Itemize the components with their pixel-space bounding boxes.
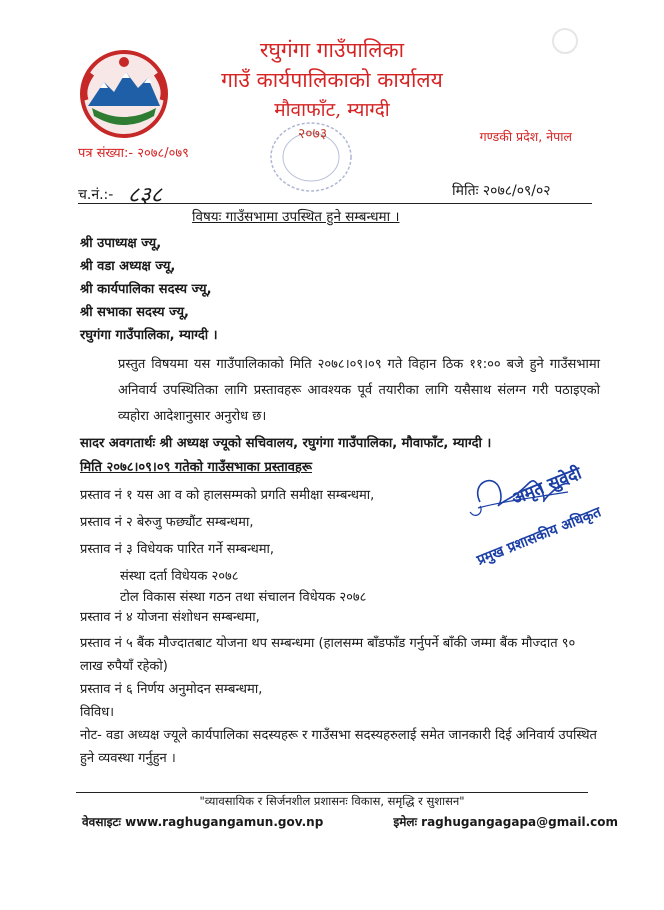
org-name: रघुगंगा गाउँपालिका — [259, 38, 405, 62]
proposals-heading: मिति २०७८।०९।०९ गतेको गाउँसभाका प्रस्तावहरू — [80, 460, 312, 475]
signatory-name: अमृत सुवेदी — [509, 463, 585, 510]
note-line: नोट- वडा अध्यक्ष ज्यूले कार्यपालिका सदस्यहरू र गाउँसभा सदस्यहरुलाई समेत जानकारी दिई अनिवार्य उपस्थित — [80, 728, 597, 743]
letter-date: मितिः २०७८/०९/०२ — [452, 183, 551, 199]
addressee: श्री उपाध्यक्ष ज्यू, — [80, 236, 162, 251]
footer-divider — [76, 792, 588, 793]
addressee: श्री सभाका सदस्य ज्यू, — [80, 305, 189, 320]
proposal-item: प्रस्ताव नं ५ बैंक मौज्दातबाट योजना थप सम्बन्धमा (हालसम्म बाँडफाँड गर्नुपर्ने बाँकी जम्मा बैंक मौज्दात ९० — [80, 636, 576, 651]
proposal-subitem: संस्था दर्ता विधेयक २०७८ — [120, 569, 239, 584]
proposal-item: प्रस्ताव नं ३ विधेयक पारित गर्ने सम्बन्धमा, — [80, 542, 275, 557]
stamp-year: २०७३ — [298, 126, 328, 142]
footer-email: इमेलः raghugangagapa@gmail.com — [393, 815, 618, 829]
province-label: गण्डकी प्रदेश, नेपाल — [479, 129, 572, 144]
proposal-item: प्रस्ताव नं २ बेरुजु फछ्यौंट सम्बन्धमा, — [80, 515, 254, 530]
addressee: श्री कार्यपालिका सदस्य ज्यू, — [80, 282, 212, 297]
dispatch-value: ८३८ — [127, 183, 163, 208]
office-name: गाउँ कार्यपालिकाको कार्यालय — [221, 68, 443, 92]
header-divider — [78, 203, 592, 204]
proposal-item: प्रस्ताव नं ४ योजना संशोधन सम्बन्धमा, — [80, 610, 260, 625]
proposal-item: विविध। — [80, 705, 115, 720]
proposal-item-continued: लाख रुपैयाँ रहेको) — [80, 659, 168, 674]
addressee: श्री वडा अध्यक्ष ज्यू, — [80, 259, 176, 274]
body-paragraph — [80, 352, 600, 430]
footer-website: वेवसाइटः www.raghugangamun.gov.np — [82, 815, 324, 829]
addressee: रघुगंगा गाउँपालिका, म्याग्दी । — [80, 328, 218, 343]
letter-subject: विषयः गाउँसभामा उपस्थित हुने सम्बन्धमा । — [192, 209, 400, 225]
proposal-item: प्रस्ताव नं ६ निर्णय अनुमोदन सम्बन्धमा, — [80, 682, 263, 697]
proposal-item: प्रस्ताव नं १ यस आ व को हालसम्मको प्रगति समीक्षा सम्बन्धमा, — [80, 488, 375, 503]
signatory-title: प्रमुख प्रशासकीय अधिकृत — [474, 504, 604, 569]
footer-motto: "व्यावसायिक र सिर्जनशील प्रशासनः विकास, समृद्धि र सुशासन" — [199, 794, 465, 808]
note-line: हुने व्यवस्था गर्नुहुन । — [80, 751, 176, 766]
body-text: प्रस्तुत विषयमा यस गाउँपालिकाको मिति २०७८।०९।०९ गते विहान ठिक ११:०० बजे हुने गाउँसभामा अनिवार्य उपस्थितिका लागि प्रस्तावहरू आवश्यक पूर्व तयारीका लागि यसैसाथ संलग्न गरी पठाइएको व्यहोरा आदेशानुसार अनुरोध छ। — [118, 357, 600, 424]
dispatch-number — [78, 179, 162, 209]
office-address: मौवाफाँट, म्याग्दी — [274, 99, 390, 121]
proposal-subitem: टोल विकास संस्था गठन तथा संचालन विधेयक २०७८ — [120, 590, 367, 605]
cc-line: सादर अवगतार्थः श्री अध्यक्ष ज्यूको सचिवालय, रघुगंगा गाउँपालिका, मौवाफाँट, म्याग्दी । — [80, 436, 492, 451]
dispatch-label: च.नं.:- — [78, 187, 114, 203]
letter-number: पत्र संख्या:- २०७८/०७९ — [78, 146, 189, 161]
